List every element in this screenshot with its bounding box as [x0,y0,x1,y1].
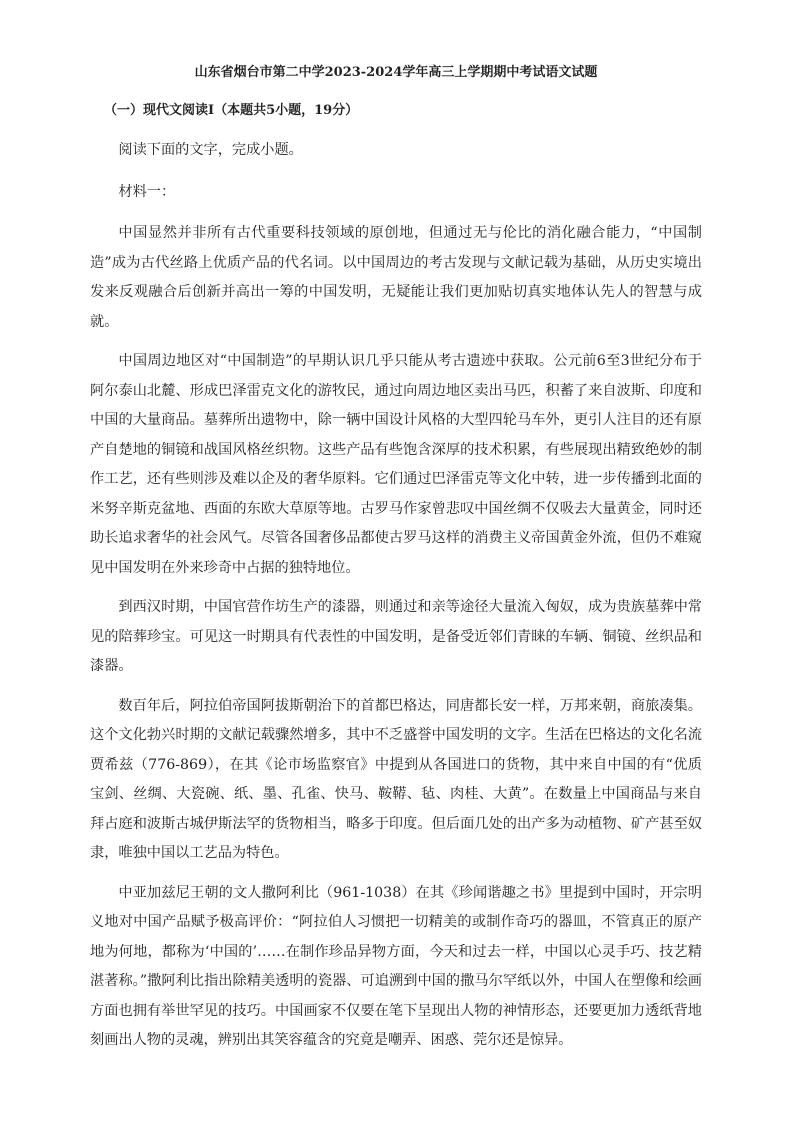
paragraph-1: 中国显然并非所有古代重要科技领域的原创地，但通过无与伦比的消化融合能力，“中国制造”成为古代丝路上优质产品的代名词。以中国周边的考古发现与文献记载为基础，从历史实境出发来反观融合后创新并高出一筹的中国发明，无疑能让我们更加贴切真实地体认先人的智慧与成就。 [90,225,702,330]
document-title: 山东省烟台市第二中学2023-2024学年高三上学期期中考试语文试题 [194,65,598,80]
paragraph-5: 中亚加兹尼王朝的文人撒阿利比（961-1038）在其《珍闻谐趣之书》里提到中国时，开宗明义地对中国产品赋予极高评价：“阿拉伯人习惯把一切精美的或制作奇巧的器皿，不管真正的原产地为何地，都称为‘中国的’……在制作珍品异物方面，今天和过去一样，中国以心灵手巧、技艺精湛著称。”撒阿利比指出除精美透明的瓷器、可追溯到中国的撒马尔罕纸以外，中国人在塑像和绘画方面也拥有举世罕见的技巧。中国画家不仅要在笔下呈现出人物的神情形态，还要更加力透纸背地刻画出人物的灵魂，辨别出其笑容蕴含的究竟是嘲弄、困惑、莞尔还是惊异。 [90,884,702,1048]
paragraph-4: 数百年后，阿拉伯帝国阿拔斯朝治下的首都巴格达，同唐都长安一样，万邦来朝，商旅凑集。这个文化勃兴时期的文献记载骤然增多，其中不乏盛誉中国发明的文字。生活在巴格达的文化名流贾希兹（776-869），在其《论市场监察官》中提到从各国进口的货物，其中来自中国的有“优质宝剑、丝绸、大瓷碗、纸、墨、孔雀、快马、鞍鞯、毡、肉桂、大黄”。在数量上中国商品与来自拜占庭和波斯古城伊斯法罕的货物相当，略多于印度。但后面几处的出产多为动植物、矿产甚至奴隶，唯独中国以工艺品为特色。 [90,697,702,861]
paragraph-3: 到西汉时期，中国官营作坊生产的漆器，则通过和亲等途径大量流入匈奴，成为贵族墓葬中常见的陪葬珍宝。可见这一时期具有代表性的中国发明，是备受近邻们青睐的车辆、铜镜、丝织品和漆器。 [90,599,702,674]
paragraph-2: 中国周边地区对“中国制造”的早期认识几乎只能从考古遗迹中获取。公元前6至3世纪分布于阿尔泰山北麓、形成巴泽雷克文化的游牧民，通过向周边地区卖出马匹，积蓄了来自波斯、印度和中国的大量商品。墓葬所出遗物中，除一辆中国设计风格的大型四轮马车外，更引人注目的还有原产自楚地的铜镜和战国风格丝织物。这些产品有些饱含深厚的技术积累，有些展现出精致绝妙的制作工艺，还有些则涉及难以企及的奢华原料。它们通过巴泽雷克等文化中转，进一步传播到北面的米努辛斯克盆地、西面的东欧大草原等地。古罗马作家曾悲叹中国丝绸不仅吸去大量黄金，同时还助长追求奢华的社会风气。尽管各国奢侈品都使古罗马这样的消费主义帝国黄金外流，但仍不难窥见中国发明在外来珍奇中占据的独特地位。 [90,353,702,576]
material-label: 材料一： [118,183,176,200]
section-heading: （一）现代文阅读Ⅰ（本题共5小题，19分） [104,103,359,118]
instruction-text: 阅读下面的文字，完成小题。 [118,142,303,158]
